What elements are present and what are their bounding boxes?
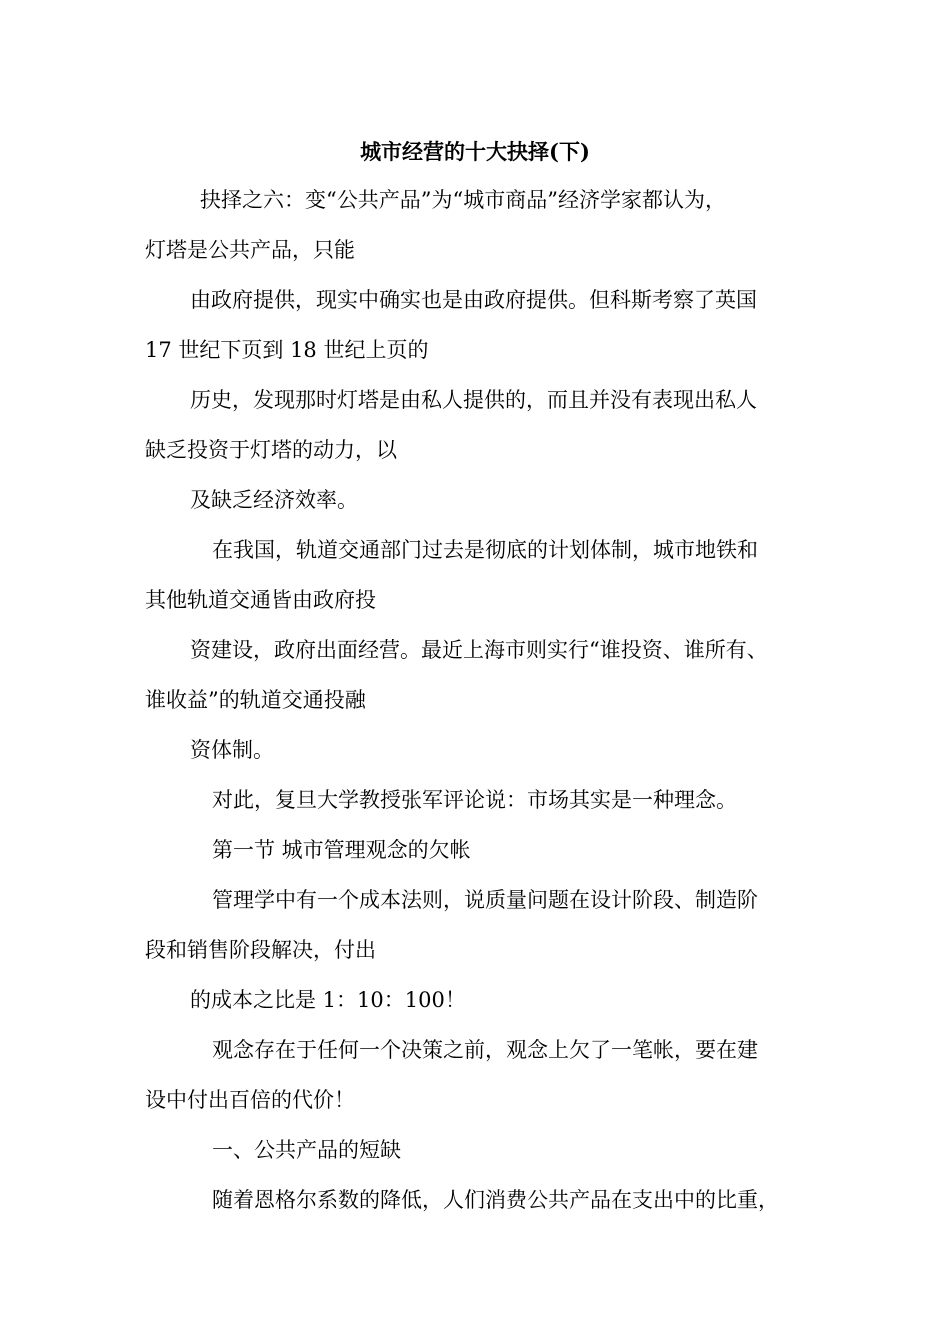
paragraph-line: 17 世纪下页到 18 世纪上页的 [145,338,429,362]
paragraph-line: 历史，发现那时灯塔是由私人提供的，而且并没有表现出私人 [190,388,757,412]
paragraph-line: 抉择之六：变“公共产品”为“城市商品”经济学家都认为， [200,188,726,212]
paragraph-line: 谁收益”的轨道交通投融 [145,688,366,712]
paragraph-line: 资建设，政府出面经营。最近上海市则实行“谁投资、谁所有、 [190,638,768,662]
paragraph-line: 灯塔是公共产品，只能 [145,238,355,262]
paragraph-line: 在我国，轨道交通部门过去是彻底的计划体制，城市地铁和 [212,538,758,562]
paragraph-line: 缺乏投资于灯塔的动力，以 [145,438,397,462]
paragraph-line: 对此，复旦大学教授张军评论说：市场其实是一种理念。 [212,788,737,812]
paragraph-line: 的成本之比是 1：10：100！ [190,988,466,1012]
paragraph-line: 其他轨道交通皆由政府投 [145,588,376,612]
paragraph-line: 段和销售阶段解决，付出 [145,938,376,962]
paragraph-line: 及缺乏经济效率。 [190,488,358,512]
subsection-heading: 一、公共产品的短缺 [212,1138,401,1162]
paragraph-line: 设中付出百倍的代价！ [145,1088,355,1112]
section-heading: 第一节 城市管理观念的欠帐 [212,838,471,862]
paragraph-line: 观念存在于任何一个决策之前，观念上欠了一笔帐，要在建 [212,1038,758,1062]
document-title: 城市经营的十大抉择(下) [360,139,590,164]
paragraph-line: 管理学中有一个成本法则，说质量问题在设计阶段、制造阶 [212,888,758,912]
paragraph-line: 由政府提供，现实中确实也是由政府提供。但科斯考察了英国 [190,288,757,312]
paragraph-line: 资体制。 [190,738,274,762]
paragraph-line: 随着恩格尔系数的降低，人们消费公共产品在支出中的比重， [212,1188,779,1212]
